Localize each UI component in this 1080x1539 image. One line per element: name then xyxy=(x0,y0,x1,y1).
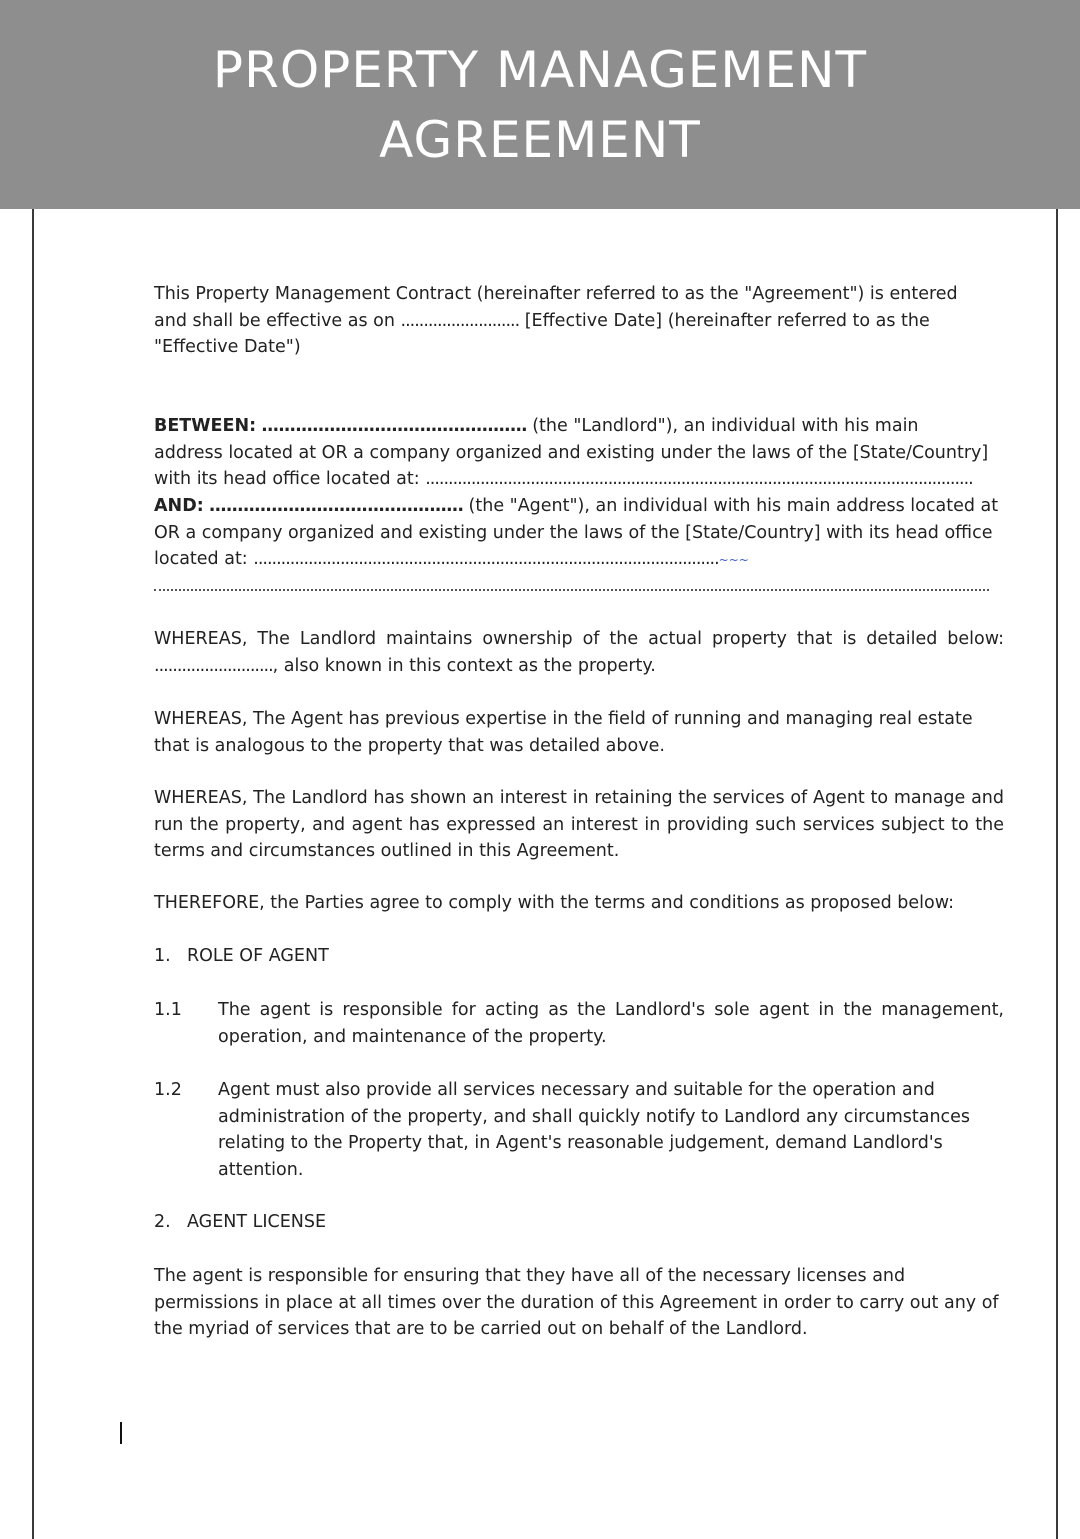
whereas-paragraph-3: WHEREAS, The Landlord has shown an interest in retaining the services of Agent to manage and run the property, and agent has expressed an interest in providing such services subject to the terms and circumstances outlined in this Agreement. xyxy=(154,788,1004,861)
banner-title-line-1: PROPERTY MANAGEMENT xyxy=(212,40,868,99)
section-2-number: 2. xyxy=(154,1212,171,1232)
clause-text: Agent must also provide all services necessary and suitable for the operation and administration of the property, and shall quickly notify to Landlord any circumstances relating to the Property that, in Agent's reasonable judgement, demand Landlord's attention. xyxy=(218,1080,971,1180)
intro-text: This Property Management Contract (hereinafter referred to as the "Agreement") is entered and shall be effective as on xyxy=(154,284,958,331)
between-paragraph xyxy=(154,413,989,493)
landlord-name-blank: ............................................... xyxy=(256,416,527,436)
section-1-heading xyxy=(154,943,1004,970)
spellcheck-squiggle: ~~~ xyxy=(718,553,749,567)
intro-text-end: [Effective Date] (hereinafter referred to as the "Effective Date") xyxy=(154,310,930,357)
title-banner xyxy=(0,0,1080,209)
banner-title-line-2: AGREEMENT xyxy=(379,110,701,169)
and-label: AND: xyxy=(154,496,204,516)
text-cursor xyxy=(120,1422,122,1444)
agent-name-blank: ............................................. xyxy=(203,496,463,516)
and-paragraph xyxy=(154,493,999,574)
whereas-1-text-end: , also known in this context as the property. xyxy=(272,655,656,676)
whereas-paragraph-1 xyxy=(154,626,1004,679)
clause-text: The agent is responsible for acting as the Landlord's sole agent in the management, operation, and maintenance of the property. xyxy=(218,1000,1004,1047)
clause-number: 1.2 xyxy=(154,1080,182,1100)
address-continuation-line xyxy=(154,589,989,593)
effective-date-blank: .......................... xyxy=(400,310,520,331)
agent-address-blank: ...................................................................................................... xyxy=(253,549,719,569)
between-text: (the "Landlord"), an individual with his main address located at OR a company organized and existing under the laws of the [State/Country] with its head office located at: xyxy=(154,416,989,489)
section-2-heading xyxy=(154,1209,1004,1236)
whereas-paragraph-2: WHEREAS, The Agent has previous expertise in the field of running and managing real estate that is analogous to the property that was detailed above. xyxy=(154,709,973,756)
property-blank: .......................... xyxy=(154,655,273,676)
section-1-number: 1. xyxy=(154,946,171,966)
and-text: (the "Agent"), an individual with his main address located at OR a company organized and existing under the laws of the [State/Country] with its head office located at: xyxy=(154,496,999,569)
landlord-address-blank: ........................................................................................................................ xyxy=(425,469,973,489)
intro-paragraph xyxy=(154,281,984,361)
section-2-title: AGENT LICENSE xyxy=(187,1212,327,1232)
between-label: BETWEEN: xyxy=(154,416,257,436)
whereas-1-text: WHEREAS, The Landlord maintains ownership of the actual property that is detailed below: xyxy=(154,629,1004,649)
document-page xyxy=(32,209,1058,1539)
section-1-title: ROLE OF AGENT xyxy=(187,946,329,966)
therefore-paragraph: THEREFORE, the Parties agree to comply with the terms and conditions as proposed below: xyxy=(154,893,954,913)
clause-number: 1.1 xyxy=(154,1000,182,1020)
section-2-paragraph: The agent is responsible for ensuring that they have all of the necessary licenses and permissions in place at all times over the duration of this Agreement in order to carry out any of the myriad of services that are to be carried out on behalf of the Landlord. xyxy=(154,1266,999,1339)
